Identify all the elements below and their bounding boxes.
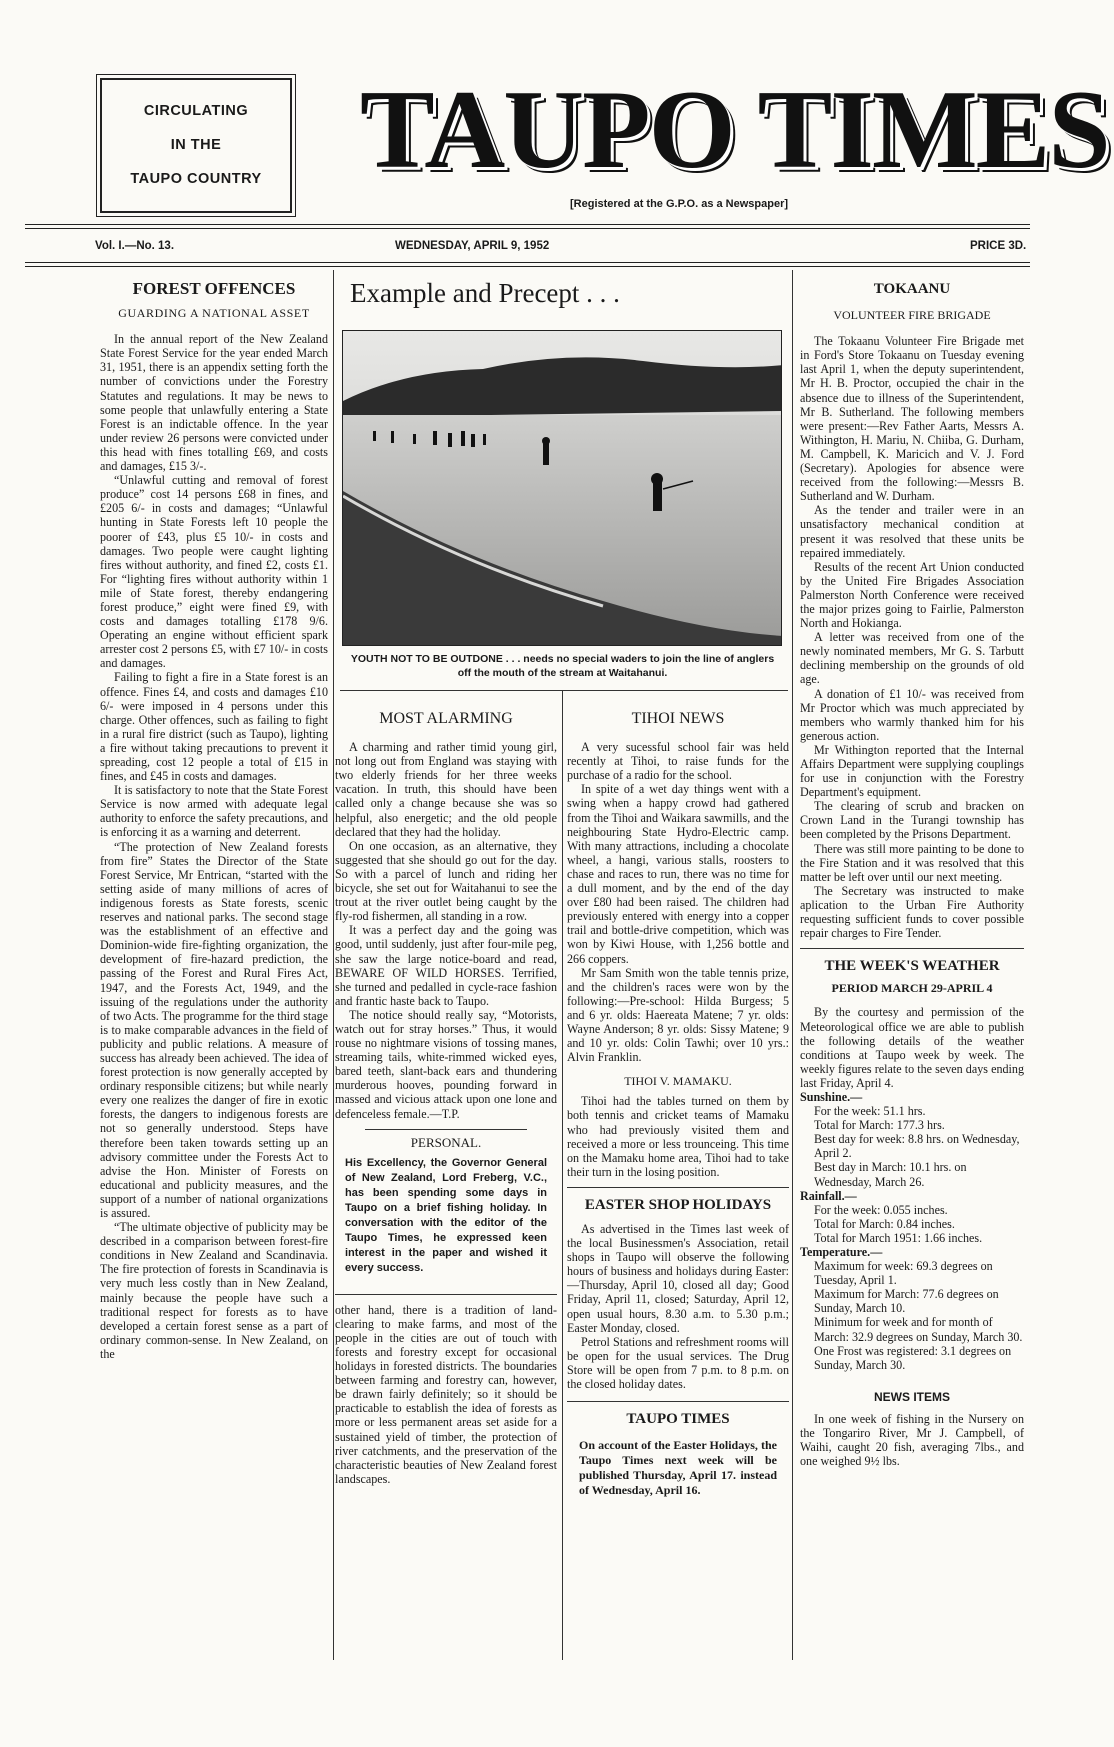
tihoi-subtitle: TIHOI V. MAMAKU.	[624, 1074, 732, 1089]
caption-rule	[340, 690, 788, 691]
taupo-times-notice-title: TAUPO TIMES	[626, 1411, 730, 1428]
top-rule	[25, 224, 1030, 225]
tokaanu-paragraph: The Secretary was instructed to make aplication to the Urban Fire Authority requesting sufficient funds to cover possible repair charges to Fire Tender.	[800, 883, 1024, 941]
tihoi-paragraph: In spite of a wet day things went with a swing when a happy crowd had gathered from the Tihoi and Waikara sawmills, and the neighbouring State Hydro-Electric camp. With many attractions, including a chocolate wheel, a hangi, various stalls, roosters to chase and races to run, there was no time for a dull moment, and by the end of the day over £80 had been raised. The children had previously entered with energy into a copper trail and bottle-drive competition, which was won by Kiwi House, with 1,256 bottle and 266 coppers.	[567, 782, 789, 966]
forest-paragraph: In the annual report of the New Zealand State Forest Service for the year ended March 31, 1951, there is an appendix setting forth the number of convictions under the Forestry Statutes and regulations. It may be news to some people that unlawfully entering a State Forest is an indictable offence. In the year under review 26 persons were convicted under this head with fines totalling £69, and costs and damages, £15 3/-.	[100, 332, 328, 474]
column-rule	[562, 690, 563, 1660]
date-rule-2	[25, 266, 1030, 267]
weather-line: Rainfall.—	[800, 1188, 857, 1203]
most-alarming-article	[335, 712, 557, 1486]
tokaanu-paragraph: As the tender and trailer were in an unsatisfactory mechanical condition at present it was resolved that these units be repaired immediately.	[800, 503, 1024, 560]
weather-period: PERIOD MARCH 29-APRIL 4	[831, 981, 993, 996]
circulating-line-1: CIRCULATING	[143, 103, 249, 119]
tihoi-paragraph: Mr Sam Smith won the table tennis prize, and the children's races were won by the following:—Pre-school: Hilda Burgess; 5 and 6 yr. olds: Haereata Matene; 7 yr. olds: Wayne Anderson; 8 yr. olds: Sissy Matene; 9 and 10 yr. olds: Colin Tawhi; over 10 yrs.: Alvin Franklin.	[567, 965, 789, 1065]
tokaanu-article	[800, 282, 1024, 1468]
weather-line: Best day for week: 8.8 hrs. on Wednesday, April 2.	[814, 1132, 1020, 1161]
tihoi-paragraph: A very sucessful school fair was held recently at Tihoi, to raise funds for the purchase of a radio for the school.	[567, 740, 789, 783]
alarming-paragraph: The notice should really say, “Motorists, watch out for stray horses.” Thus, it would rouse no nightmare visions of tossing manes, streaming tails, white-rimmed wicked eyes, bared teeth, slant-back ears and thundering murderous hooves, pounding forward in massed and vicious attack upon one lone and defenceless female.—T.P.	[335, 1007, 557, 1121]
forest-paragraph: “The protection of New Zealand forests from fire” States the Director of the State Forest Service, Mr Entrican, “started with the setting aside of many millions of acres of indigenous forests as State forests, scenic reserves and national parks. The second stage was the establishment of an effective and Dominion-wide fire-fighting organization, the development of fire-hazard prediction, the passing of the Forest and Rural Fires Act, 1947, and the Forests Act, 1949, and the issuing of the regulations under the authority of two Acts. The programme for the third stage is to make comparable advances in the field of publicity and public relations. A measure of success has already been achieved. The idea of forest protection is now generally accepted by ordinary responsible citizens; but while nearly every one realizes the danger of fire in exotic forests, the dangers to indigenous forests are not so generally understood. Steps have therefore been taken towards setting up an advisory committee under the Forests Act to advise the Hon. Minister of Forests on educational and publicity measures, and the support of a number of national organizations is assured.	[100, 839, 328, 1220]
masthead-title: TAUPO TIMES	[360, 68, 1109, 192]
feature-photo	[342, 330, 782, 646]
tokaanu-title: TOKAANU	[873, 281, 951, 297]
personal-text: His Excellency, the Governor General of New Zealand, Lord Freberg, V.C., has been spending some days in Taupo on a brief fishing holiday. In conversation with the editor of the Taupo Times, he expressed keen interest in the paper and wished it every success.	[345, 1156, 547, 1274]
lake-photo	[343, 331, 782, 646]
weather-line: One Frost was registered: 3.1 degrees on Sunday, March 30.	[814, 1343, 1012, 1372]
issue-date: WEDNESDAY, APRIL 9, 1952	[395, 240, 550, 252]
weather-line: For the week: 51.1 hrs.	[814, 1104, 926, 1119]
tokaanu-paragraph: The Tokaanu Volunteer Fire Brigade met in Ford's Store Tokaanu on Tuesday evening last April 1, when the deputy superintendent, Mr H. B. Proctor, occupied the chair in the absence due to illness of the Superintendent, Mr B. Sutherland. The following members were present:—Rev Father Aarts, Messrs A. Withington, H. Mariu, N. Chiiba, G. Durham, M. Campbell, K. Maricich and V. J. Ford (Secretary). Apologies for absence were received from the following:—Messrs B. Sutherland and W. Durham.	[800, 334, 1024, 504]
circulating-box	[100, 78, 292, 213]
registered-note: [Registered at the G.P.O. as a Newspaper]	[570, 198, 789, 210]
column-rule	[792, 270, 793, 1660]
tokaanu-paragraph: Results of the recent Art Union conducted by the United Fire Brigades Association Palmerston North Conference were received the major prizes going to Fairlie, Palmerston North and Hokianga.	[800, 559, 1024, 631]
forest-continued: other hand, there is a tradition of land-clearing to make farms, and most of the people in the cities are out of touch with forests and forestry except for occasional holidays in forested districts. The boundaries between farming and forestry can, however, be drawn fairly definitely; so it should be practicable to establish the idea of forests as more or less permanent areas set aside for a sustained yield of timber, the protection of river catchments, and the preservation of the characteristic beauties of New Zealand forest landscapes.	[335, 1302, 557, 1486]
easter-paragraph: As advertised in the Times last week of the local Businessmen's Association, retail shops in Taupo will observe the following hours of business and holidays during Easter:—Thursday, April 10, closed all day; Good Friday, April 11, closed; Saturday, April 12, open usual hours, 8.30 a.m. to 5.30 p.m.; Easter Monday, closed.	[567, 1222, 789, 1335]
weather-line: Minimum for week and for month of March: 32.9 degrees on Sunday, March 30.	[814, 1315, 1023, 1344]
photo-caption: YOUTH NOT TO BE OUTDONE . . . needs no special waders to join the line of anglers off the mouth of the stream at Waitahanui.	[350, 653, 775, 679]
tokaanu-paragraph: Mr Withington reported that the Internal Affairs Department were supplying couplings for use in conjunction with the Forestry Department's equipment.	[800, 742, 1024, 800]
weather-title: THE WEEK'S WEATHER	[824, 958, 1000, 975]
news-items-title: NEWS ITEMS	[873, 1389, 950, 1404]
easter-paragraph: Petrol Stations and refreshment rooms will be open for the usual services. The Drug Store will be open from 7 p.m. to 8 p.m. on the closed holiday dates.	[567, 1334, 789, 1392]
tihoi-title: TIHOI NEWS	[631, 710, 725, 727]
alarming-paragraph: It was a perfect day and the going was good, until suddenly, just after four-mile peg, she saw the large notice-board and read, BEWARE OF WILD HORSES. Terrified, she turned and pedalled in cycle-race fashion and frantic haste back to Taupo.	[335, 923, 557, 1008]
forest-title: FOREST OFFENCES	[132, 279, 296, 298]
taupo-times-notice-text: On account of the Easter Holidays, the Taupo Times next week will be published Thursday, April 17. instead of Wednesday, April 16.	[579, 1438, 777, 1498]
feature-title: Example and Precept . . .	[350, 278, 620, 308]
tokaanu-subtitle: VOLUNTEER FIRE BRIGADE	[833, 308, 991, 323]
weather-line: Maximum for week: 69.3 degrees on Tuesday, April 1.	[814, 1259, 993, 1288]
weather-line: Sunshine.—	[800, 1089, 863, 1104]
price: PRICE 3D.	[970, 240, 1027, 252]
weather-line: Maximum for March: 77.6 degrees on Sunday, March 10.	[814, 1287, 999, 1316]
weather-line: Total for March: 177.3 hrs.	[814, 1118, 945, 1133]
personal-title: PERSONAL.	[410, 1134, 482, 1150]
top-rule-2	[25, 228, 1030, 229]
forest-paragraph: Failing to fight a fire in a State forest is an offence. Fines £4, and costs and damages £10 6/- were imposed in 4 persons under this charge. Other offences, such as failing to fight in a rural fire district (such as Taupo), lighting a fire without taking precautions to prevent it spreading, cost 12 people a total of £15 in fines, and £45 in costs and damages.	[100, 670, 328, 784]
volume-number: Vol. I.—No. 13.	[95, 240, 175, 252]
date-rule	[25, 262, 1030, 263]
easter-title: EASTER SHOP HOLIDAYS	[584, 1196, 772, 1213]
circulating-line-2: IN THE	[170, 137, 222, 153]
weather-line: Total for March 1951: 1.66 inches.	[814, 1230, 983, 1245]
column-rule	[333, 270, 334, 1660]
alarming-title: MOST ALARMING	[379, 710, 513, 727]
tokaanu-paragraph: A letter was received from one of the newly nominated members, Mr G. S. Tarbutt declining membership on the grounds of old age.	[800, 630, 1024, 687]
weather-line: Temperature.—	[800, 1245, 883, 1259]
masthead	[360, 68, 1109, 192]
tokaanu-paragraph: There was still more painting to be done to the Fire Station and it was resolved that this matter be left over until our next meeting.	[800, 841, 1024, 884]
tokaanu-paragraph: A donation of £1 10/- was received from Mr Proctor which was much appreciated by members who warmly thanked him for his generous action.	[800, 686, 1024, 743]
forest-offences-article	[100, 279, 328, 1361]
tokaanu-paragraph: The clearing of scrub and bracken on Crown Land in the Turangi township has been completed by the Prisons Department.	[800, 799, 1024, 842]
forest-subtitle: GUARDING A NATIONAL ASSET	[118, 306, 310, 321]
circulating-line-3: TAUPO COUNTRY	[130, 171, 262, 187]
weather-details	[800, 1090, 1024, 1372]
weather-line: Best day in March: 10.1 hrs. on Wednesday, March 26.	[814, 1160, 967, 1189]
alarming-paragraph: On one occasion, as an alternative, they suggested that she should go out for the day. So with a parcel of lunch and riding her bicycle, she set out for Waitahanui to see the trout at the river outlet being caught by the fly-rod fishermen, all standing in a row.	[335, 838, 557, 924]
tihoi-news-article	[567, 712, 789, 1498]
tihoi-mamaku-text: Tihoi had the tables turned on them by both tennis and cricket teams of Mamaku who had previously visited them and received a more or less trounceing. This time on the Mamaku home area, Tihoi had to take their turn in the losing position.	[567, 1094, 789, 1179]
weather-line: For the week: 0.055 inches.	[814, 1202, 948, 1217]
weather-line: Total for March: 0.84 inches.	[814, 1216, 955, 1231]
forest-paragraph: “Unlawful cutting and removal of forest produce” cost 14 persons £68 in fines, and £205 6/- in costs and damages; “Unlawful hunting in State Forests left 10 people the poorer of £43, plus £5 10/- in costs and damages. Two people were caught lighting fires without authority, and fined £2, costs £1. For “lighting fires without authority within 1 mile of State forest, thereby endangering forest produce,” eight were fined £9, with costs and damages totalling £178 9/6. Operating an engine without efficient spark arrester cost 2 persons £5, with £7 10/- in costs and damages.	[100, 473, 328, 671]
weather-intro: By the courtesy and permission of the Meteorological office we are able to publish the following details of the weather conditions at Taupo week by week. The weekly figures relate to the seven days ending last Friday, April 4.	[800, 1005, 1024, 1090]
forest-paragraph: It is satisfactory to note that the State Forest Service is now armed with adequate legal authority to enforce the safety precautions, and is enforcing it as a warning and deterrent.	[100, 783, 328, 840]
forest-paragraph: “The ultimate objective of publicity may be described in a comparison between forest-fire conditions in New Zealand and Scandinavia. The fire protection of forests in Scandinavia is very much less costly than in New Zealand, mainly because the people have such a traditional respect for forests as to have developed a certain forest sense as a part of ordinary common-sense. In New Zealand, on the	[100, 1220, 328, 1361]
alarming-paragraph: A charming and rather timid young girl, not long out from England was staying with two elderly friends for her three weeks vacation. In truth, this should have been called only a change because she was so helpful, also energetic; and the old people declared that they had the holiday.	[335, 740, 557, 839]
news-items-text: In one week of fishing in the Nursery on the Tongariro River, Mr J. Campbell, of Waihi, caught 20 fish, averaging 7lbs., and one weighed 9½ lbs.	[800, 1411, 1024, 1469]
